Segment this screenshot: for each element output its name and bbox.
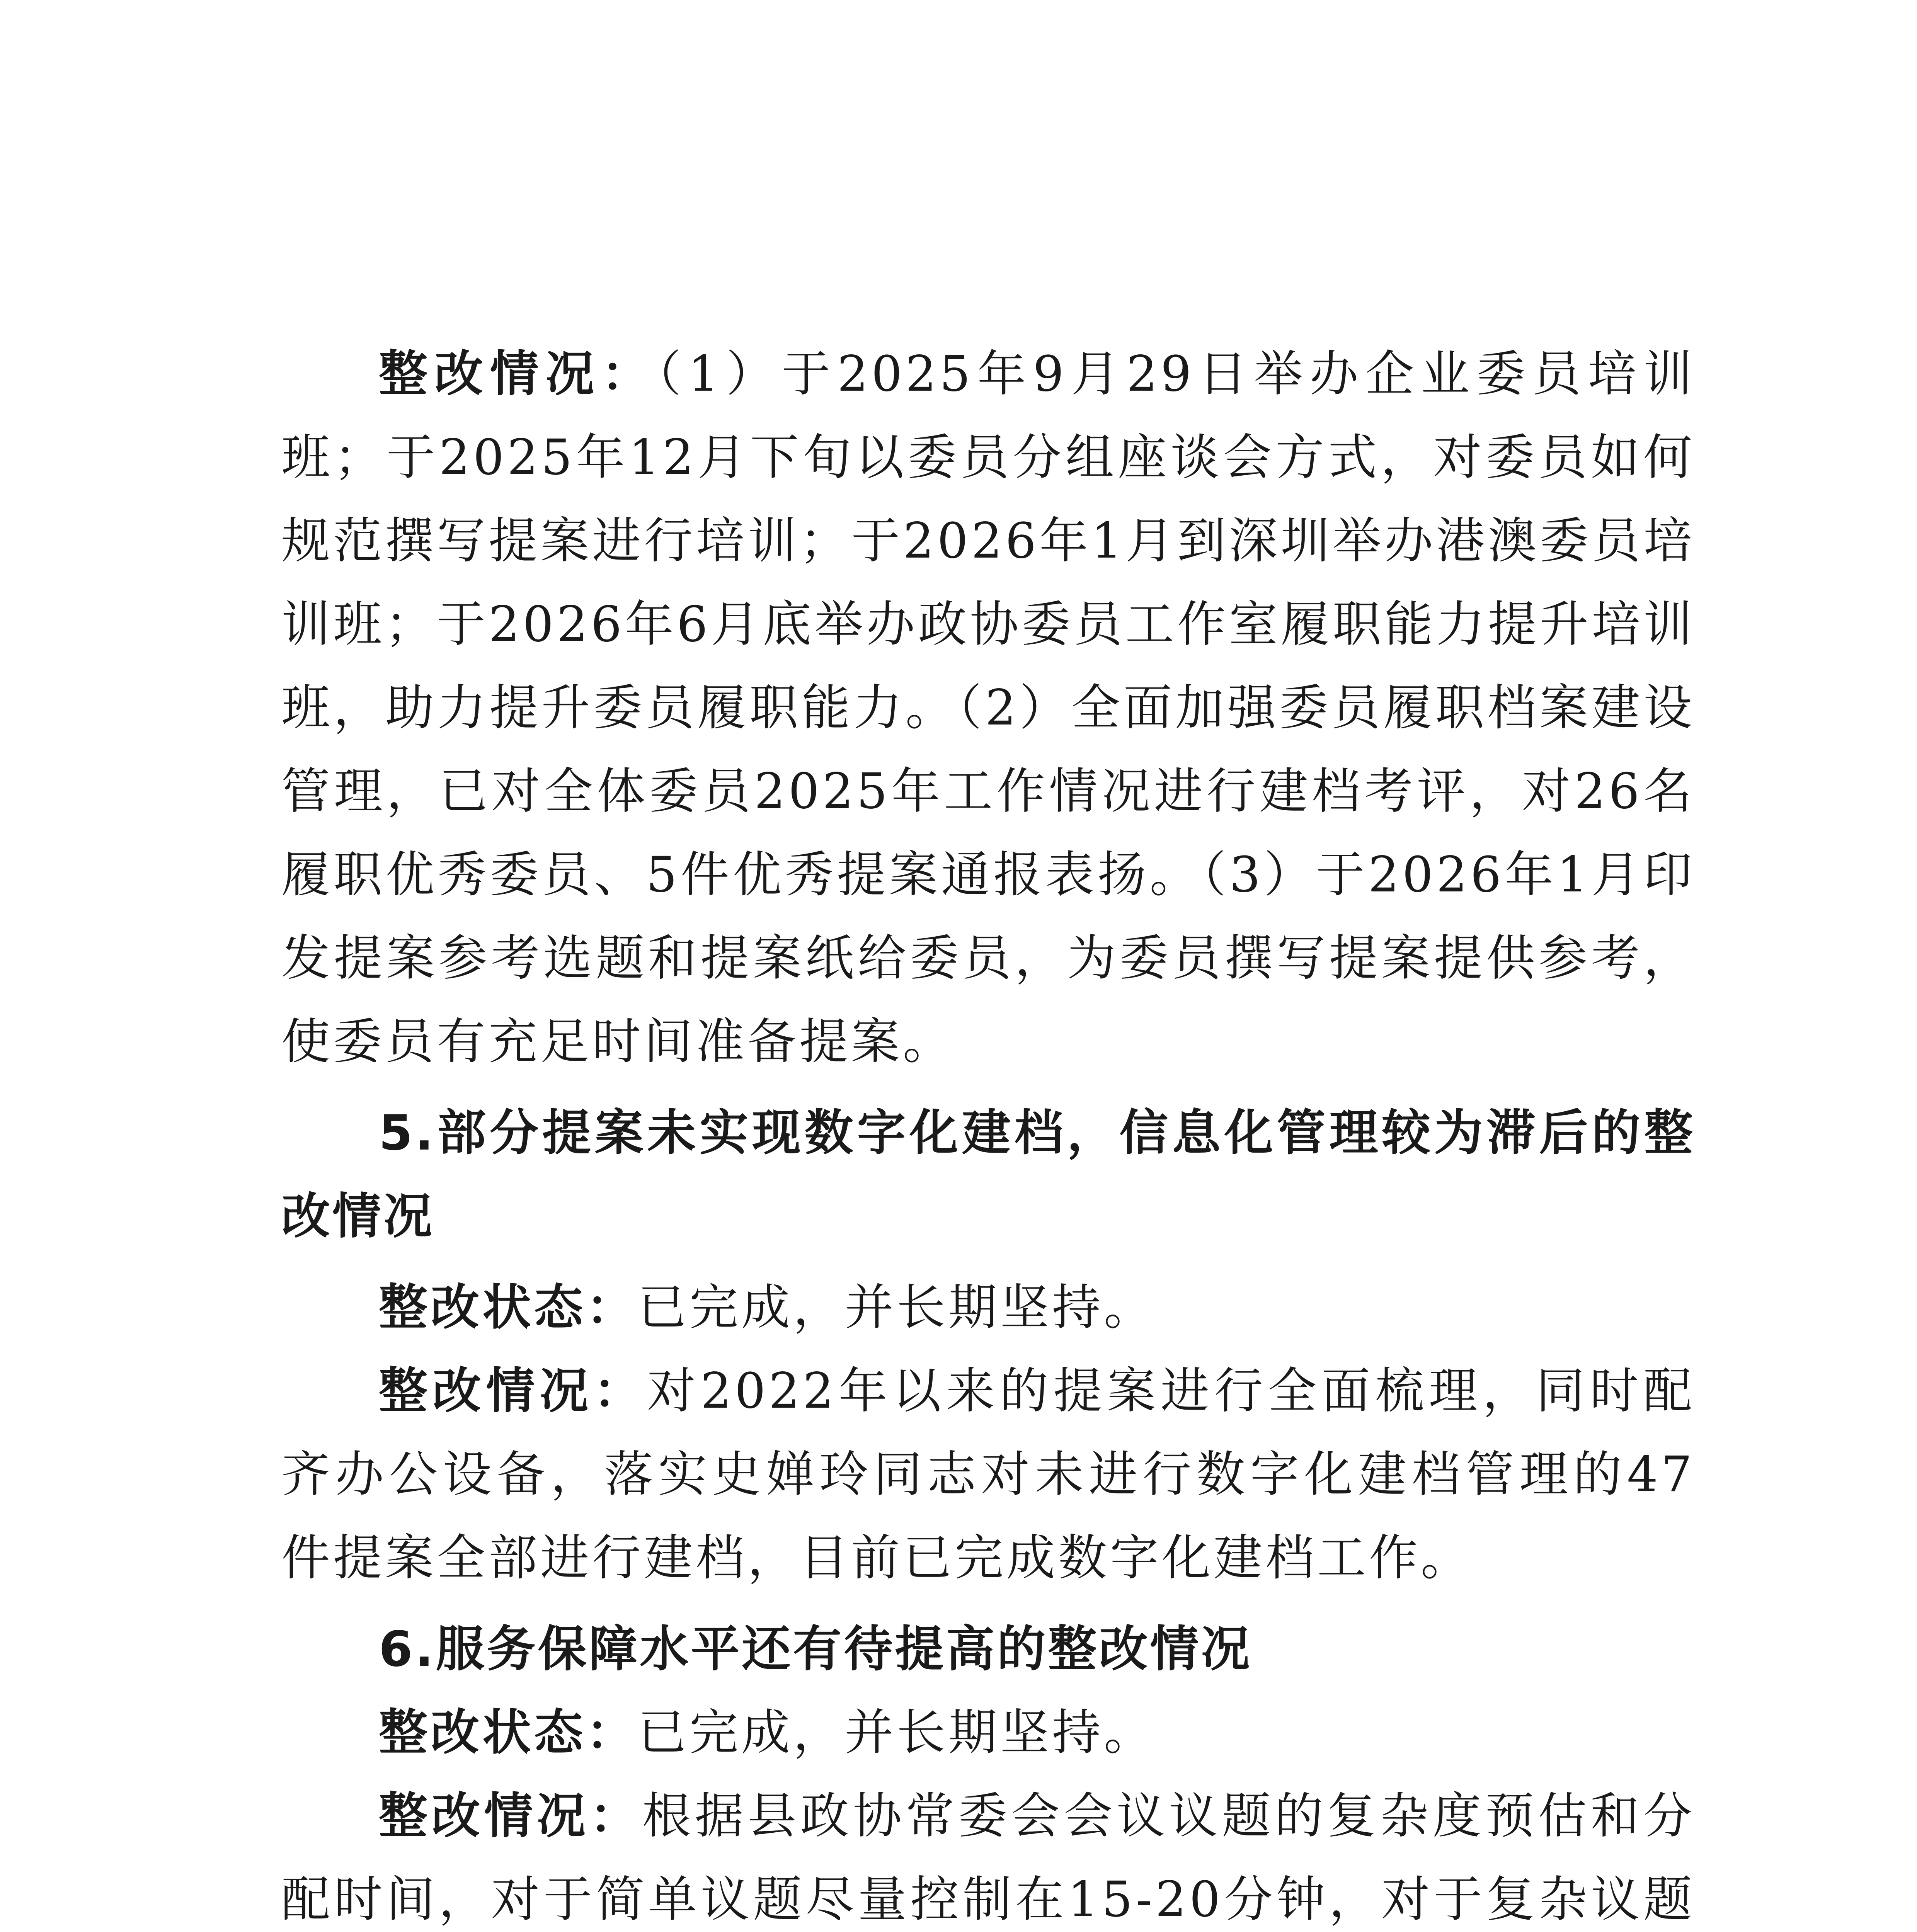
rectification-details-label: 整改情况： xyxy=(379,345,657,402)
rectification-status-text: 已完成，并长期坚持。 xyxy=(638,1704,1156,1761)
rectification-details-label: 整改情况： xyxy=(379,1362,647,1419)
section-heading-5: 5.部分提案未实现数字化建档，信息化管理较为滞后的整改情况 xyxy=(281,1104,1695,1245)
rectification-status-label: 整改状态： xyxy=(379,1279,638,1336)
section-heading-6: 6.服务保障水平还有待提高的整改情况 xyxy=(379,1621,1252,1677)
body-text xyxy=(281,332,1695,1932)
rectification-details-text: 对2022年以来的提案进行全面梳理，同时配齐办公设备，落实史婵玲同志对未进行数字化建档管理的47件提案全部进行建档，目前已完成数字化建档工作。 xyxy=(281,1362,1696,1586)
rectification-details-label: 整改情况： xyxy=(379,1787,642,1844)
rectification-details-paragraph xyxy=(281,332,1695,1083)
rectification-details-text: （1）于2025年9月29日举办企业委员培训班；于2025年12月下旬以委员分组座谈会方式，对委员如何规范撰写提案进行培训；于2026年1月到深圳举办港澳委员培训班；于2026年6月底举办政协委员工作室履职能力提升培训班，助力提升委员履职能力。（2）全面加强委员履职档案建设管理，已对全体委员2025年工作情况进行建档考评，对26名履职优秀委员、5件优秀提案通报表扬。（3）于2026年1月印发提案参考选题和提案纸给委员，为委员撰写提案提供参考，使委员有充足时间准备提案。 xyxy=(281,345,1696,1070)
rectification-status-paragraph xyxy=(281,1266,1695,1349)
rectification-status-text: 已完成，并长期坚持。 xyxy=(638,1279,1156,1336)
rectification-details-paragraph xyxy=(281,1349,1695,1600)
rectification-details-paragraph xyxy=(281,1774,1695,1932)
rectification-status-paragraph xyxy=(281,1691,1695,1774)
rectification-status-label: 整改状态： xyxy=(379,1704,638,1761)
rectification-details-text: 根据县政协常委会会议议题的复杂度预估和分配时间，对于简单议题尽量控制在15-20分钟，对于复杂议题 xyxy=(281,1787,1696,1928)
